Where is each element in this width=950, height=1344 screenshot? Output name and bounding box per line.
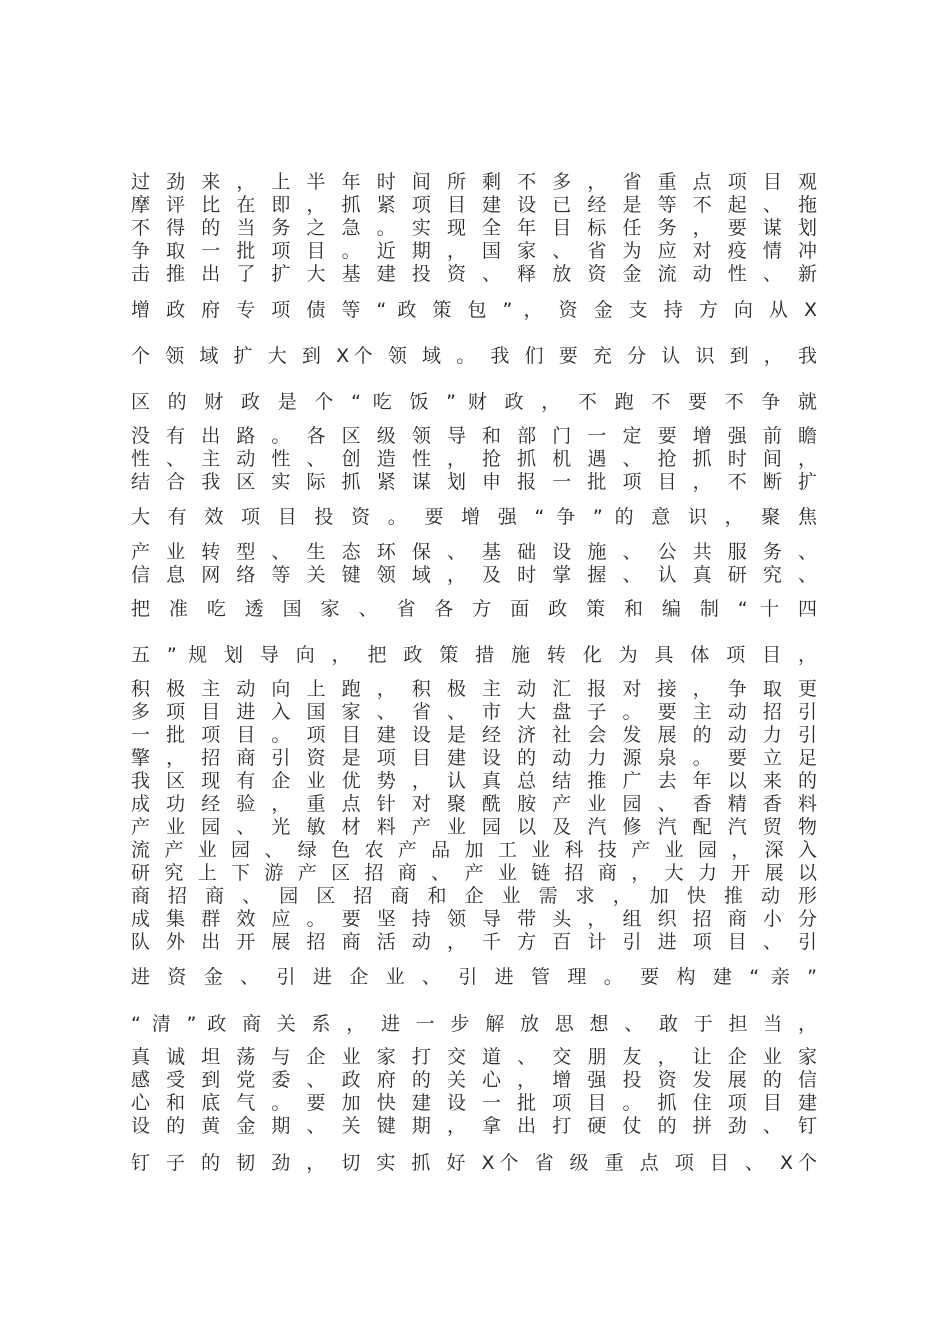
text-line-2: 摩 评 比 在 即 ， 抓 紧 项 目 建 设 已 经 是 等 不 起 、 拖 bbox=[131, 194, 817, 216]
text-line-8: 区 的 财 政 是 个 “ 吃 饭 ” 财 政 ， 不 跑 不 要 不 争 就 bbox=[131, 391, 817, 413]
text-line-16: 五 ” 规 划 导 向 ， 把 政 策 措 施 转 化 为 具 体 项 目 ， bbox=[131, 644, 817, 666]
text-line-6: 增 政 府 专 项 债 等 “ 政 策 包 ” ， 资 金 支 持 方 向 从 X bbox=[131, 299, 817, 321]
text-line-35: 钉 子 的 韧 劲 ， 切 实 抓 好 X个 省 级 重 点 项 目 、 X个 bbox=[131, 1152, 817, 1174]
text-line-22: 成 功 经 验 ， 重 点 针 对 聚 酰 胺 产 业 园 、 香 精 香 料 bbox=[131, 793, 817, 815]
text-line-25: 研 究 上 下 游 产 区 招 商 、 产 业 链 招 商 ， 大 力 开 展 以 bbox=[131, 862, 817, 884]
text-line-19: 一 批 项 目 。 项 目 建 设 是 经 济 社 会 发 展 的 动 力 引 bbox=[131, 724, 817, 746]
text-line-28: 队 外 出 开 展 招 商 活 动 ， 千 方 百 计 引 进 项 目 、 引 bbox=[131, 931, 817, 953]
text-line-10: 性 、 主 动 性 、 创 造 性 ， 抢 抓 机 遇 、 抢 抓 时 间 ， bbox=[131, 448, 817, 470]
text-line-14: 信 息 网 络 等 关 键 领 域 ， 及 时 掌 握 、 认 真 研 究 、 bbox=[131, 564, 817, 586]
text-line-4: 争 取 一 批 项 目 。 近 期 ， 国 家 、 省 为 应 对 疫 情 冲 bbox=[131, 240, 817, 262]
text-line-21: 我 区 现 有 企 业 优 势 ， 认 真 总 结 推 广 去 年 以 来 的 bbox=[131, 770, 817, 792]
text-line-32: 感 受 到 党 委 、 政 府 的 关 心 ， 增 强 投 资 发 展 的 信 bbox=[131, 1069, 817, 1091]
text-line-3: 不 得 的 当 务 之 急 。 实 现 全 年 目 标 任 务 ， 要 谋 划 bbox=[131, 217, 817, 239]
text-line-13: 产 业 转 型 、 生 态 环 保 、 基 础 设 施 、 公 共 服 务 、 bbox=[131, 541, 817, 563]
text-line-7: 个 领 域 扩 大 到 X个 领 域 。 我 们 要 充 分 认 识 到 ， 我 bbox=[131, 345, 817, 367]
text-line-31: 真 诚 坦 荡 与 企 业 家 打 交 道 、 交 朋 友 ， 让 企 业 家 bbox=[131, 1046, 817, 1068]
text-line-1: 过 劲 来 ， 上 半 年 时 间 所 剩 不 多 ， 省 重 点 项 目 观 bbox=[131, 171, 817, 193]
text-line-34: 设 的 黄 金 期 、 关 键 期 ， 拿 出 打 硬 仗 的 拼 劲 、 钉 bbox=[131, 1115, 817, 1137]
text-line-5: 击 推 出 了 扩 大 基 建 投 资 、 释 放 资 金 流 动 性 、 新 bbox=[131, 263, 817, 285]
text-line-15: 把 准 吃 透 国 家 、 省 各 方 面 政 策 和 编 制 “ 十 四 bbox=[131, 598, 817, 620]
text-line-23: 产 业 园 、 光 敏 材 料 产 业 园 以 及 汽 修 汽 配 汽 贸 物 bbox=[131, 816, 817, 838]
text-line-12: 大 有 效 项 目 投 资 。 要 增 强 “ 争 ” 的 意 识 ， 聚 焦 bbox=[131, 506, 817, 528]
text-line-33: 心 和 底 气 。 要 加 快 建 设 一 批 项 目 。 抓 住 项 目 建 bbox=[131, 1092, 817, 1114]
text-line-26: 商 招 商 、 园 区 招 商 和 企 业 需 求 ， 加 快 推 动 形 bbox=[131, 885, 817, 907]
text-line-17: 积 极 主 动 向 上 跑 ， 积 极 主 动 汇 报 对 接 ， 争 取 更 bbox=[131, 678, 817, 700]
text-line-27: 成 集 群 效 应 。 要 坚 持 领 导 带 头 ， 组 织 招 商 小 分 bbox=[131, 908, 817, 930]
text-line-30: “ 清 ” 政 商 关 系 ， 进 一 步 解 放 思 想 、 敢 于 担 当 ， bbox=[131, 1013, 817, 1035]
text-line-18: 多 项 目 进 入 国 家 、 省 、 市 大 盘 子 。 要 主 动 招 引 bbox=[131, 701, 817, 723]
text-line-9: 没 有 出 路 。 各 区 级 领 导 和 部 门 一 定 要 增 强 前 瞻 bbox=[131, 425, 817, 447]
text-line-29: 进 资 金 、 引 进 企 业 、 引 进 管 理 。 要 构 建 “ 亲 ” bbox=[131, 966, 817, 988]
text-line-20: 擎 ， 招 商 引 资 是 项 目 建 设 的 动 力 源 泉 。 要 立 足 bbox=[131, 747, 817, 769]
text-line-11: 结 合 我 区 实 际 抓 紧 谋 划 申 报 一 批 项 目 ， 不 断 扩 bbox=[131, 471, 817, 493]
text-line-24: 流 产 业 园 、 绿 色 农 产 品 加 工 业 科 技 产 业 园 ， 深 入 bbox=[131, 839, 817, 861]
